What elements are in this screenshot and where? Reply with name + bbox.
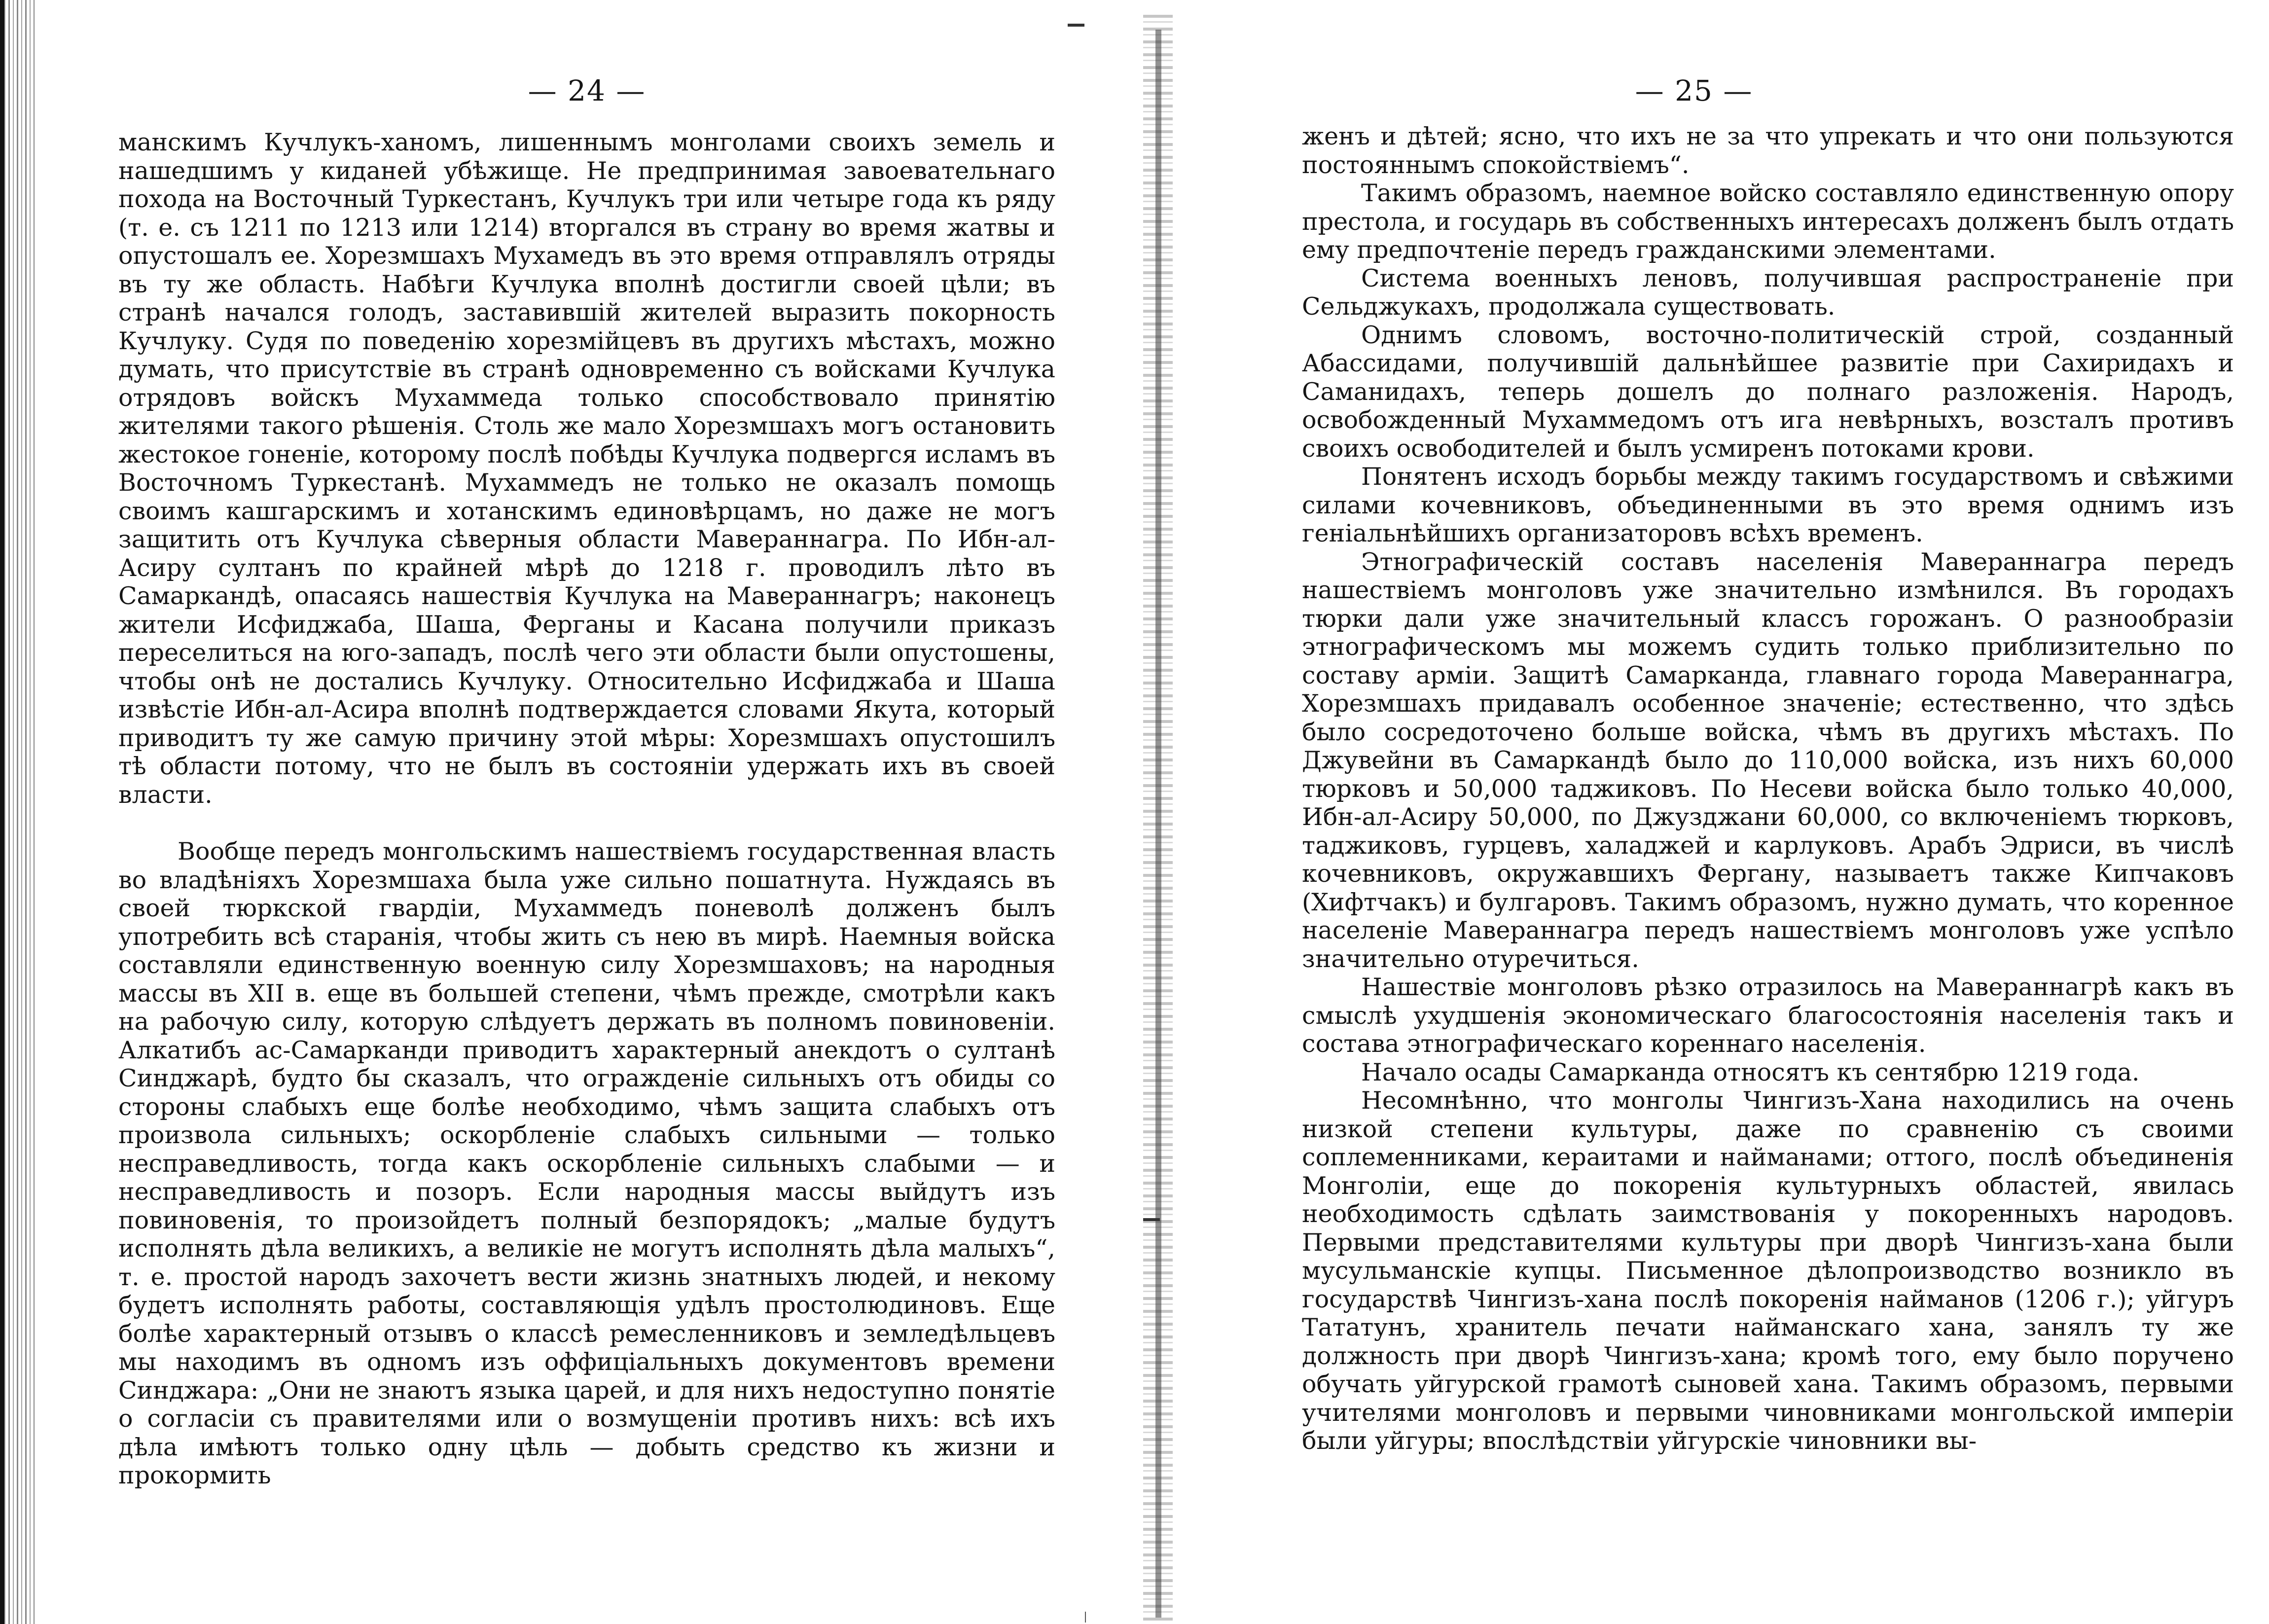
left-page	[118, 0, 1055, 1624]
paragraph: женъ и дѣтей; ясно, что ихъ не за что упрекать и что они пользуются постояннымъ спокойствіемъ“.	[1302, 122, 2234, 179]
gutter-rule	[1155, 30, 1161, 1618]
right-page-text	[1302, 122, 2234, 1455]
page-number-left: — 24 —	[528, 74, 646, 108]
right-page	[1302, 0, 2234, 1624]
left-page-edge	[0, 0, 35, 1624]
paragraph: Вообще передъ монгольскимъ нашествіемъ государственная власть во владѣніяхъ Хорезмшаха была уже сильно пошатнута. Нуждаясь въ своей тюркской гвардіи, Мухаммедъ поневолѣ долженъ былъ употребить всѣ старанія, чтобы жить съ нею въ мирѣ. Наемныя войска составляли единственную военную силу Хорезмшаховъ; на народныя массы въ XII в. еще въ большей степени, чѣмъ прежде, смотрѣли какъ на рабочую силу, которую слѣдуетъ держать въ полномъ повиновеніи. Алкатибъ ас-Самарканди приводитъ характерный анекдотъ о султанѣ Синджарѣ, будто бы сказалъ, что огражденіе сильныхъ отъ обиды со стороны слабыхъ еще болѣе необходимо, чѣмъ защита слабыхъ отъ произвола сильныхъ; оскорбленіе слабыхъ сильными — только несправедливость, тогда какъ оскорбленіе сильныхъ слабыми — и несправедливость и позоръ. Если народныя массы выйдутъ изъ повиновенія, то произойдетъ полный безпорядокъ; „малые будутъ исполнять дѣла великихъ, а великіе не могутъ исполнять дѣла малыхъ“, т. е. простой народъ захочетъ вести жизнь знатныхъ людей, и некому будетъ исполнять работы, составляющія удѣлъ простолюдиновъ. Еще болѣе характерный отзывъ о классѣ ремесленниковъ и земледѣльцевъ мы находимъ въ одномъ изъ оффиціальныхъ документовъ времени Синджара: „Они не знаютъ языка царей, и для нихъ недоступно понятіе о согласіи съ правителями или о возмущеніи противъ нихъ: всѣ ихъ дѣла имѣютъ только одну цѣль — добыть средство къ жизни и прокормить	[118, 837, 1055, 1489]
paragraph: Несомнѣнно, что монголы Чингизъ-Хана находились на очень низкой степени культуры, даже по сравненію съ своими соплеменниками, кераитами и найманами; оттого, послѣ объединенія Монголіи, еще до покоренія культурныхъ областей, явилась необходимость сдѣлать заимствованія у покоренныхъ народовъ. Первыми представителями культуры при дворѣ Чингизъ-хана были мусульманскіе купцы. Письменное дѣлопроизводство возникло въ государствѣ Чингизъ-хана послѣ покоренія найманов (1206 г.); уйгуръ Тататунъ, хранитель печати найманскаго хана, занялъ ту же должность при дворѣ Чингизъ-хана; кромѣ того, ему было поручено обучать уйгурской грамотѣ сыновей хана. Такимъ образомъ, первыми учителями монголовъ и первыми чиновниками монгольской имперіи были уйгуры; впослѣдствіи уйгурскіе чиновники вы-	[1302, 1086, 2234, 1455]
paragraph: Такимъ образомъ, наемное войско составляло единственную опору престола, и государь въ собственныхъ интересахъ долженъ былъ отдать ему предпочтеніе передъ гражданскими элементами.	[1302, 179, 2234, 264]
top-mark	[1068, 24, 1084, 27]
paragraph: Понятенъ исходъ борьбы между такимъ государствомъ и свѣжими силами кочевниковъ, объединенными въ это время однимъ изъ геніальнѣйшихъ организаторовъ всѣхъ временъ.	[1302, 463, 2234, 547]
paragraph: Этнографическій составъ населенія Мавераннагра передъ нашествіемъ монголовъ уже значительно измѣнился. Въ городахъ тюрки дали уже значительный классъ горожанъ. О разнообразіи этнографическомъ мы можемъ судить только приблизительно по составу арміи. Защитѣ Самарканда, главнаго города Мавераннагра, Хорезмшахъ придавалъ особенное значеніе; естественно, что здѣсь было сосредоточено больше войска, чѣмъ въ другихъ мѣстахъ. По Джувейни въ Самаркандѣ было до 110,000 войска, изъ нихъ 60,000 тюрковъ и 50,000 таджиковъ. По Несеви войска было только 40,000, Ибн-ал-Асиру 50,000, по Джузджани 60,000, со включеніемъ тюрковъ, таджиковъ, гурцевъ, халаджей и карлуковъ. Арабъ Эдриси, въ числѣ кочевниковъ, окружавшихъ Фергану, называетъ также Кипчаковъ (Хифтчакъ) и булгаровъ. Такимъ образомъ, нужно думать, что коренное населеніе Мавераннагра передъ нашествіемъ монголовъ уже успѣло значительно отуречиться.	[1302, 547, 2234, 973]
left-binding-line	[0, 0, 4, 1624]
paragraph: Однимъ словомъ, восточно-политическій строй, созданный Абассидами, получившій дальнѣйшее развитіе при Сахиридахъ и Саманидахъ, теперь дошелъ до полнаго разложенія. Народъ, освобожденный Мухаммедомъ отъ ига невѣрныхъ, возсталъ противъ своихъ освободителей и былъ усмиренъ потоками крови.	[1302, 321, 2234, 463]
paragraph: манскимъ Кучлукъ-ханомъ, лишеннымъ монголами своихъ земель и нашедшимъ у киданей убѣжище. Не предпринимая завоевательнаго похода на Восточный Туркестанъ, Кучлукъ три или четыре года къ ряду (т. е. съ 1211 по 1213 или 1214) вторгался въ страну во время жатвы и опустошалъ ее. Хорезмшахъ Мухамедъ въ это время отправлялъ отряды въ ту же область. Набѣги Кучлука вполнѣ достигли своей цѣли; въ странѣ начался голодъ, заставившій жителей выразить покорность Кучлуку. Судя по поведенію хорезмійцевъ въ другихъ мѣстахъ, можно думать, что присутствіе въ странѣ одновременно съ войсками Кучлука отрядовъ войскъ Мухаммеда только способствовало принятію жителями такого рѣшенія. Столь же мало Хорезмшахъ могъ остановить жестокое гоненіе, которому послѣ побѣды Кучлука подвергся исламъ въ Восточномъ Туркестанѣ. Мухаммедъ не только не оказалъ помощь своимъ кашгарскимъ и хотанскимъ единовѣрцамъ, но даже не могъ защитить отъ Кучлука сѣверныя области Мавераннагра. По Ибн-ал-Асиру султанъ по крайней мѣрѣ до 1218 г. проводилъ лѣто въ Самаркандѣ, опасаясь нашествія Кучлука на Мавераннагръ; наконецъ жители Исфиджаба, Шаша, Ферганы и Касана получили приказъ переселиться на юго-западъ, послѣ чего эти области были опустошены, чтобы онѣ не достались Кучлуку. Относительно Исфиджаба и Шаша извѣстіе Ибн-ал-Асира вполнѣ подтверждается словами Якута, который приводитъ ту же самую причину этой мѣры: Хорезмшахъ опустошилъ тѣ области потому, что не былъ въ состояніи удержать ихъ въ своей власти.	[118, 128, 1055, 809]
paragraph: Система военныхъ леновъ, получившая распространеніе при Сельджукахъ, продолжала существовать.	[1302, 264, 2234, 321]
paragraph: Нашествіе монголовъ рѣзко отразилось на Мавераннагрѣ какъ въ смыслѣ ухудшенія экономическаго благосостоянія населенія такъ и состава этнографическаго кореннаго населенія.	[1302, 973, 2234, 1058]
left-page-text	[118, 128, 1055, 1490]
bottom-mark	[1085, 1612, 1086, 1623]
gutter-mark	[1143, 1218, 1160, 1221]
page-number-right: — 25 —	[1635, 74, 1753, 108]
paragraph: Начало осады Самарканда относятъ къ сентябрю 1219 года.	[1361, 1058, 2140, 1086]
